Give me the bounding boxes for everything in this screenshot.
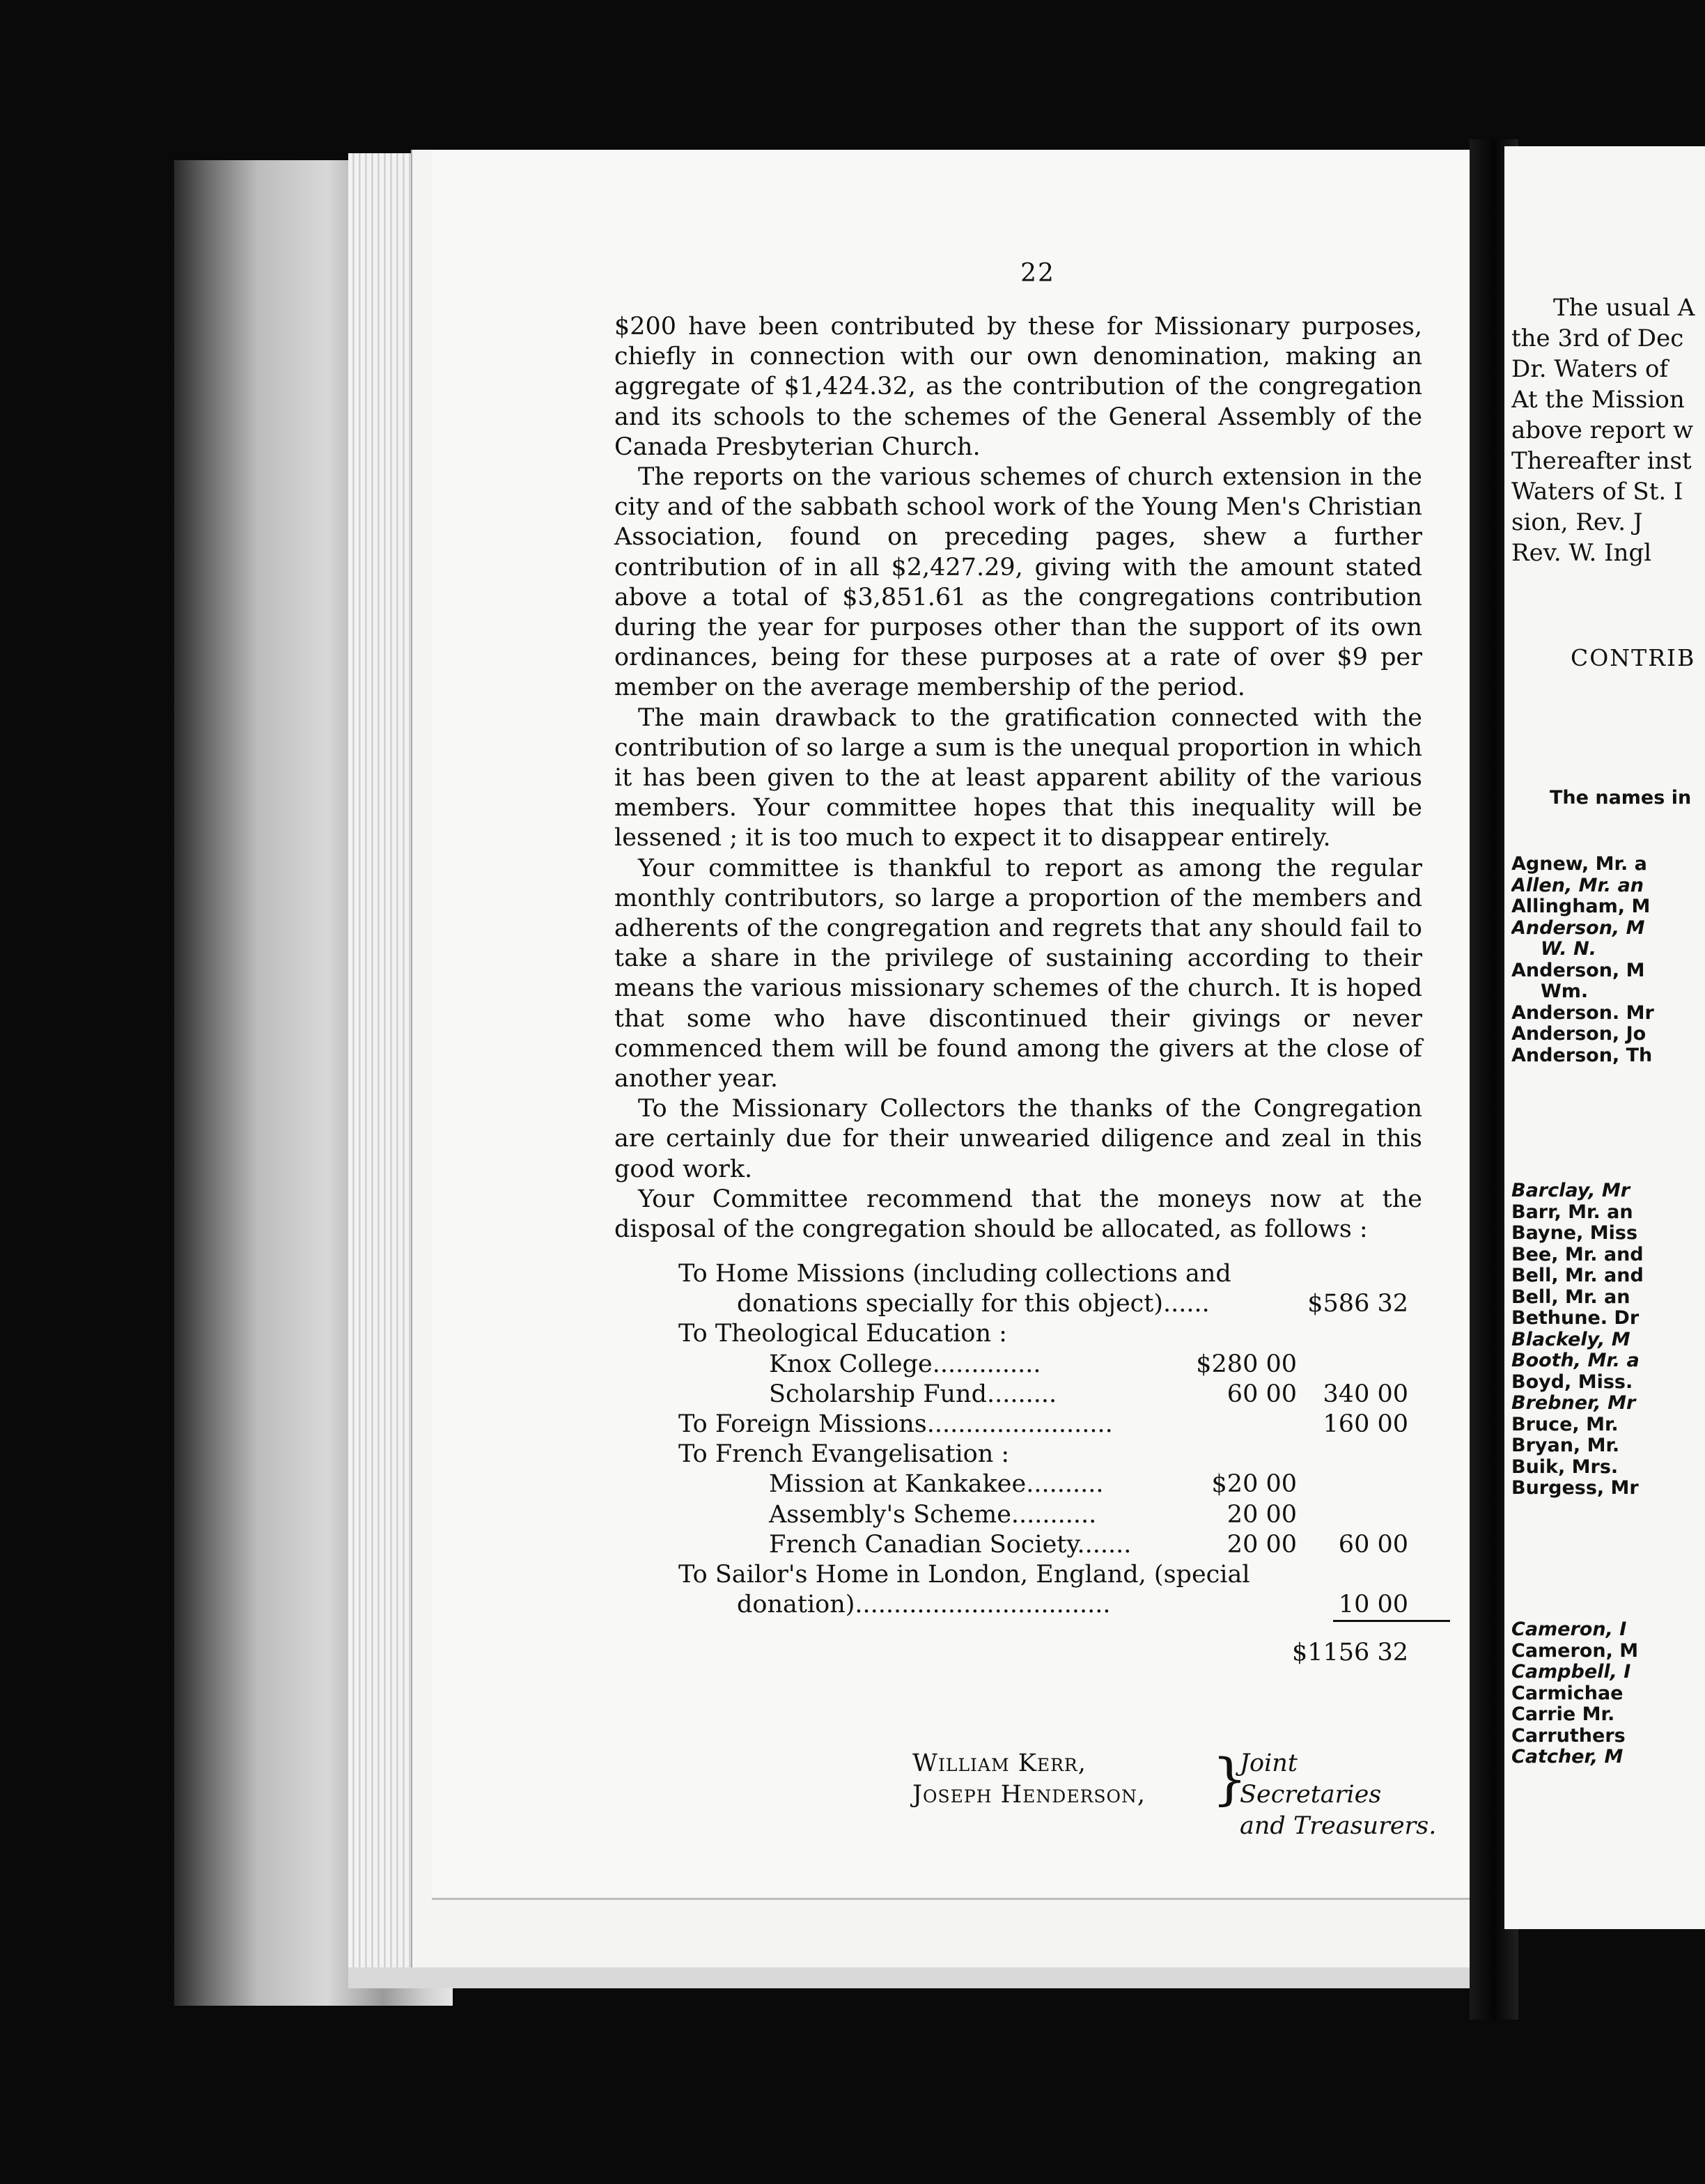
signatory-names (912, 1748, 1146, 1811)
allocation-row (614, 1410, 1422, 1440)
allocation-label: To Foreign Missions........................ (678, 1410, 1113, 1438)
paragraph: To the Missionary Collectors the thanks of the Congregation are certainly due for their unwearied diligence and zeal in this good work. (614, 1095, 1422, 1183)
total-rule (1333, 1620, 1450, 1622)
right-page-line: sion, Rev. J (1511, 508, 1643, 536)
right-page-subheading: The names in (1550, 787, 1692, 809)
allocation-row (614, 1590, 1422, 1620)
page-bottom-edge (348, 1967, 1497, 1988)
right-page-line: At the Mission (1511, 386, 1685, 414)
right-page-line: Waters of St. I (1511, 478, 1683, 506)
contributor-name: Anderson, Jo (1511, 1023, 1646, 1045)
contributor-name: Bee, Mr. and (1511, 1243, 1644, 1265)
paragraph: Your Committee recommend that the moneys now at the disposal of the congregation should be allocated, as follows : (614, 1185, 1422, 1244)
allocation-subamount: $20 00 (1211, 1470, 1297, 1499)
contributor-name: Bryan, Mr. (1511, 1435, 1620, 1456)
allocation-subamount: 20 00 (1227, 1530, 1297, 1559)
contributor-name: Anderson, Th (1511, 1044, 1653, 1066)
allocation-row (614, 1440, 1422, 1469)
contributor-name: Carmichae (1511, 1682, 1624, 1704)
contributor-name: Carruthers (1511, 1724, 1626, 1747)
contributor-list-b (1511, 1180, 1705, 1499)
allocation-label: Scholarship Fund......... (769, 1380, 1057, 1408)
allocation-row (614, 1560, 1422, 1590)
contributor-name: Catcher, M (1511, 1746, 1624, 1768)
contributor-name: Bayne, Miss (1511, 1222, 1638, 1244)
allocation-total: $1156 32 (1291, 1639, 1408, 1667)
allocation-label: donations specially for this object)...... (737, 1290, 1210, 1318)
contributor-name: Bruce, Mr. (1511, 1413, 1619, 1435)
right-page-line: The usual A (1553, 294, 1695, 322)
contributor-list-a (1511, 854, 1705, 1066)
signatory-name: Joseph Henderson, (912, 1781, 1146, 1809)
right-page-line: Rev. W. Ingl (1511, 539, 1652, 567)
contributor-name: Agnew, Mr. a (1511, 854, 1647, 875)
contributor-name: Boyd, Miss. (1511, 1371, 1633, 1393)
allocation-label: French Canadian Society....... (769, 1530, 1132, 1559)
allocation-row (614, 1259, 1422, 1289)
contributor-name: Buik, Mrs. (1511, 1456, 1619, 1478)
contributor-name: Bethune. Dr (1511, 1307, 1640, 1329)
brace-glyph: } (1212, 1747, 1247, 1811)
contributor-name: Anderson, M (1511, 916, 1645, 939)
contributor-name: Barclay, Mr (1511, 1180, 1630, 1201)
allocation-label: To Home Missions (including collections and (678, 1260, 1231, 1288)
contributor-name: Bell, Mr. an (1511, 1286, 1630, 1308)
paragraph: The main drawback to the gratification connected with the contribution of so large a sum is the unequal proportion in which it has been given to the at least apparent ability of the various members. Your committee hopes that this inequality will be lessened ; it is too much to expect it to disappear entirely. (614, 703, 1422, 852)
body-text (614, 312, 1422, 1245)
contributor-name: W. N. (1541, 938, 1596, 960)
contributor-name: Anderson, M (1511, 959, 1645, 981)
allocation-amount: $586 32 (1307, 1290, 1408, 1318)
contributor-name: Booth, Mr. a (1511, 1350, 1640, 1371)
paragraph: The reports on the various schemes of church extension in the city and of the sabbath school work of the Young Men's Christian Association, found on preceding pages, shew a further contribution of in all $2,427.29, giving with the amount stated above a total of $3,851.61 as the congregations contribution during the year for purposes other than the support of its own ordinances, being for these purposes at a rate of over $9 per member on the average membership of the period. (614, 463, 1422, 702)
paragraph: Your committee is thankful to report as among the regular monthly contributors, so large a proportion of the members and adherents of the congregation and regrets that any should fail to take a share in the privilege of sustaining according to their means the various missionary schemes of the church. It is hoped that some who have discontinued their givings or never commenced them will be found among the givers at the close of another year. (614, 854, 1422, 1093)
contributor-name: Allingham, M (1511, 896, 1651, 917)
allocation-total-row (614, 1638, 1422, 1668)
allocation-row (614, 1500, 1422, 1530)
contributor-name: Cameron, I (1511, 1619, 1627, 1640)
contributor-name: Brebner, Mr (1511, 1392, 1636, 1414)
contributor-list-c (1511, 1619, 1705, 1768)
allocation-label: Assembly's Scheme........... (769, 1500, 1097, 1529)
contributor-name: Allen, Mr. an (1511, 874, 1644, 896)
page-number: 22 (1020, 259, 1055, 288)
allocation-row (614, 1469, 1422, 1499)
right-page-heading: CONTRIB (1571, 644, 1696, 671)
contributor-name: Wm. (1541, 981, 1589, 1002)
signatory-title-line: and Treasurers. (1240, 1812, 1437, 1840)
allocation-row (614, 1380, 1422, 1410)
contributor-name: Bell, Mr. and (1511, 1265, 1644, 1286)
allocation-amount: 160 00 (1323, 1410, 1408, 1438)
allocation-table (614, 1259, 1422, 1668)
right-page-intro (1511, 292, 1705, 568)
contributor-name: Campbell, I (1511, 1661, 1631, 1683)
right-page-line: Thereafter inst (1511, 447, 1692, 475)
allocation-subamount: 20 00 (1227, 1500, 1297, 1529)
allocation-amount: 60 00 (1338, 1530, 1408, 1559)
signatory-name: William Kerr, (912, 1749, 1087, 1777)
allocation-amount: 340 00 (1323, 1380, 1408, 1408)
contributor-name: Anderson. Mr (1511, 1001, 1654, 1024)
contributor-name: Blackely, M (1511, 1328, 1630, 1350)
allocation-label: donation)................................. (737, 1591, 1111, 1619)
right-page-line: above report w (1511, 416, 1694, 444)
allocation-label: To French Evangelisation : (678, 1440, 1010, 1469)
contributor-name: Cameron, M (1511, 1639, 1639, 1662)
allocation-label: Mission at Kankakee.......... (769, 1470, 1104, 1499)
total-rule-row (614, 1620, 1422, 1638)
right-page-line: the 3rd of Dec (1511, 325, 1684, 352)
allocation-row (614, 1530, 1422, 1560)
allocation-amount: 10 00 (1338, 1591, 1408, 1619)
allocation-row (614, 1289, 1422, 1319)
allocation-subamount: 60 00 (1227, 1380, 1297, 1408)
allocation-label: To Theological Education : (678, 1320, 1007, 1348)
signatory-title (1240, 1748, 1442, 1842)
allocation-label: To Sailor's Home in London, England, (special (678, 1560, 1250, 1589)
allocation-row (614, 1319, 1422, 1349)
contributor-name: Burgess, Mr (1511, 1477, 1639, 1499)
contributor-name: Carrie Mr. (1511, 1703, 1615, 1725)
contributor-name: Barr, Mr. an (1511, 1201, 1633, 1223)
right-page-line: Dr. Waters of (1511, 355, 1669, 383)
allocation-label: Knox College.............. (769, 1350, 1041, 1378)
allocation-row (614, 1350, 1422, 1380)
allocation-subamount: $280 00 (1196, 1350, 1297, 1378)
paragraph: $200 have been contributed by these for Missionary purposes, chiefly in connection with our own denomination, making an aggregate of $1,424.32, as the contribution of the congregation and its schools to the schemes of the General Assembly of the Canada Presbyterian Church. (614, 313, 1422, 461)
signatory-title-line: Joint Secretaries (1240, 1749, 1382, 1809)
